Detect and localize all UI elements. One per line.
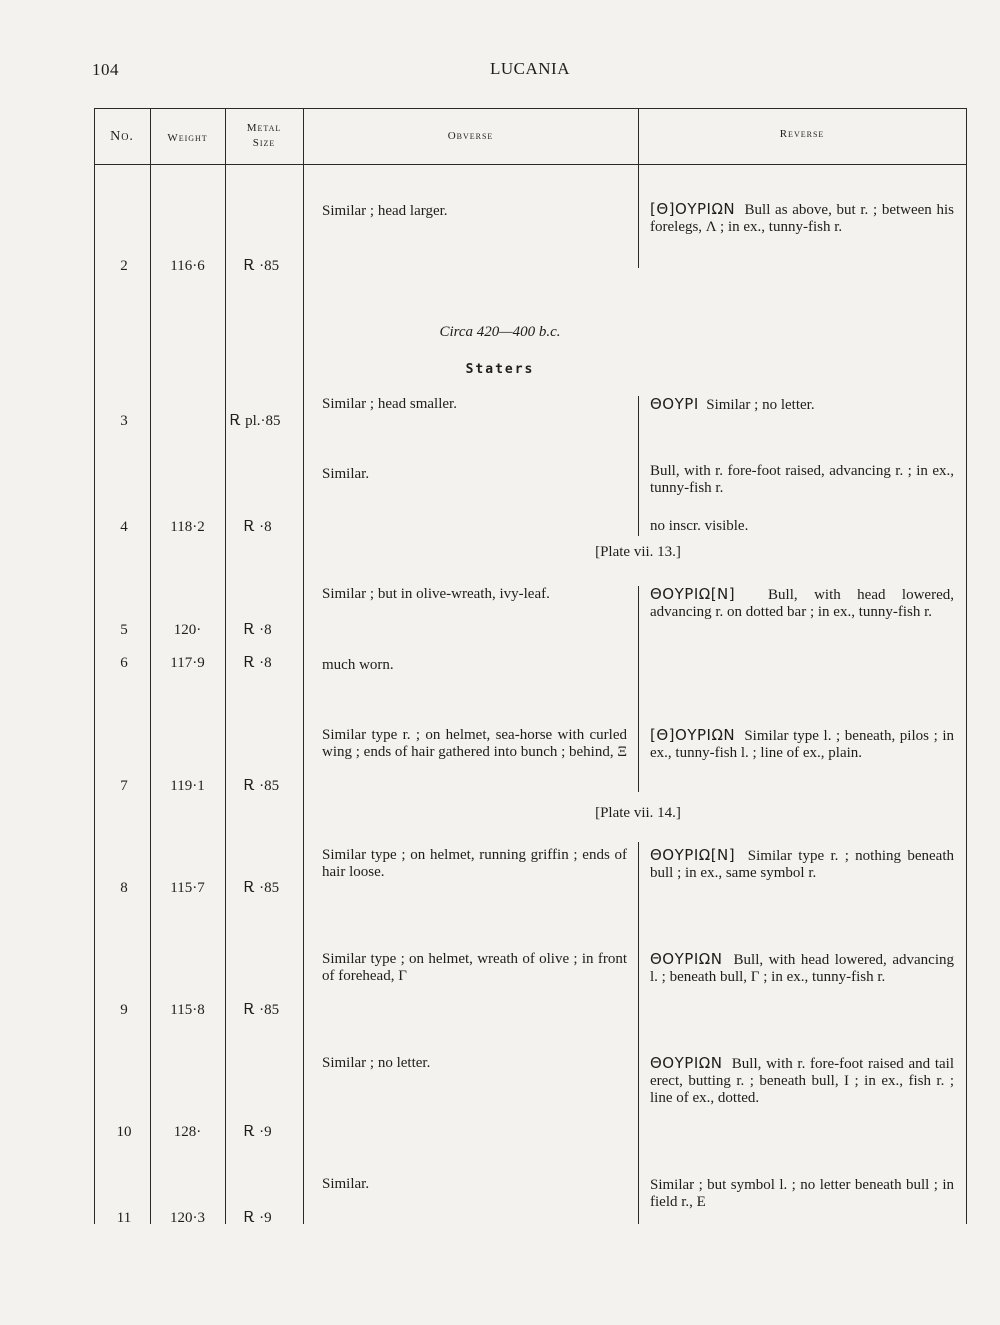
row-6-obverse: much worn. — [322, 657, 394, 673]
row-5-metal: Ꭱ ·8 — [244, 622, 272, 638]
denomination-heading: Staters — [465, 362, 535, 377]
row-11-metal: Ꭱ ·9 — [244, 1210, 272, 1226]
row-9-reverse: ΘΟΥΡΙΩΝ Bull, with head lowered, advancing l. ; beneath bull, Γ ; in ex., tunny-fish r. — [650, 950, 954, 985]
row-5-weight: 120· — [173, 622, 202, 638]
row-2-obverse: Similar ; head larger. — [322, 203, 448, 219]
row-11-no: 11 — [116, 1210, 132, 1226]
row-2-reverse: [Θ]ΟΥΡΙΩΝ Bull as above, but r. ; between his forelegs, Λ ; in ex., tunny-fish r. — [650, 200, 954, 235]
row-3-no: 3 — [120, 413, 128, 429]
period-heading: Circa 420—400 b.c. — [439, 324, 561, 340]
row-10-no: 10 — [116, 1124, 132, 1140]
row-8-obverse: Similar type ; on helmet, running griffin ; ends of hair loose. — [322, 847, 627, 880]
row-2-weight: 116·6 — [170, 258, 205, 274]
table-right-border — [966, 108, 967, 1224]
row-3-metal: Ꭱ pl.·85 — [230, 413, 281, 429]
page-number: 104 — [92, 60, 119, 79]
row-4-obverse: Similar. — [322, 466, 370, 482]
plate-ref-14: [Plate vii. 14.] — [595, 805, 681, 821]
row-4-weight: 118·2 — [170, 519, 205, 535]
row-10-reverse: ΘΟΥΡΙΩΝ Bull, with r. fore-foot raised and tail erect, butting r. ; beneath bull, Ι ; in ex., fish r. ; line of ex., dotted. — [650, 1054, 954, 1106]
row-3-reverse: ΘΟΥΡΙ Similar ; no letter. — [650, 395, 815, 413]
running-title: LUCANIA — [490, 59, 570, 78]
row-4-reverse-note: no inscr. visible. — [650, 518, 749, 534]
row-7-weight: 119·1 — [170, 778, 205, 794]
row-10-weight: 128· — [173, 1124, 202, 1140]
col-head-metal: Metal Size — [246, 122, 282, 149]
col-divider-reverse-4 — [638, 842, 639, 1224]
row-8-reverse: ΘΟΥΡΙΩ[Ν] Similar type r. ; nothing beneath bull ; in ex., same symbol r. — [650, 846, 954, 881]
col-divider-metal — [225, 108, 226, 1224]
col-head-weight: Weight — [167, 132, 208, 144]
row-9-no: 9 — [120, 1002, 128, 1018]
row-7-reverse: [Θ]ΟΥPΙΩΝ Similar type l. ; beneath, pilos ; in ex., tunny-fish l. ; line of ex., plain. — [650, 726, 954, 761]
row-9-metal: Ꭱ ·85 — [244, 1002, 280, 1018]
col-divider-obverse — [303, 108, 304, 1224]
row-10-metal: Ꭱ ·9 — [244, 1124, 272, 1140]
row-10-obverse: Similar ; no letter. — [322, 1055, 431, 1071]
row-2-metal: Ꭱ ·85 — [244, 258, 280, 274]
row-6-no: 6 — [120, 655, 128, 671]
col-head-no: No. — [110, 129, 134, 144]
row-7-obverse: Similar type r. ; on helmet, sea-horse with curled wing ; ends of hair gathered into bunch ; behind, Ξ — [322, 727, 627, 760]
row-3-obverse: Similar ; head smaller. — [322, 396, 457, 412]
row-7-metal: Ꭱ ·85 — [244, 778, 280, 794]
row-11-weight: 120·3 — [170, 1210, 205, 1226]
row-5-obverse: Similar ; but in olive-wreath, ivy-leaf. — [322, 586, 550, 602]
row-4-no: 4 — [120, 519, 128, 535]
col-head-obverse: Obverse — [447, 130, 494, 142]
row-7-no: 7 — [120, 778, 128, 794]
col-divider-reverse-2 — [638, 396, 639, 536]
col-divider-reverse-3 — [638, 586, 639, 792]
row-4-metal: Ꭱ ·8 — [244, 519, 272, 535]
plate-ref-13: [Plate vii. 13.] — [595, 544, 681, 560]
row-11-obverse: Similar. — [322, 1176, 370, 1192]
row-8-metal: Ꭱ ·85 — [244, 880, 280, 896]
row-9-weight: 115·8 — [170, 1002, 205, 1018]
row-5-reverse: ΘΟΥΡΙΩ[Ν] Bull, with head lowered, advancing r. on dotted bar ; in ex., tunny-fish r. — [650, 585, 954, 620]
row-8-weight: 115·7 — [170, 880, 205, 896]
row-5-no: 5 — [120, 622, 128, 638]
col-head-reverse: Reverse — [779, 128, 825, 140]
row-9-obverse: Similar type ; on helmet, wreath of olive ; in front of forehead, Γ — [322, 951, 627, 984]
row-6-weight: 117·9 — [170, 655, 205, 671]
row-6-metal: Ꭱ ·8 — [244, 655, 272, 671]
row-4-reverse: Bull, with r. fore-foot raised, advancing r. ; in ex., tunny-fish r. — [650, 463, 954, 496]
row-2-no: 2 — [120, 258, 128, 274]
row-8-no: 8 — [120, 880, 128, 896]
row-11-reverse: Similar ; but symbol l. ; no letter beneath bull ; in field r., Ε — [650, 1177, 954, 1210]
